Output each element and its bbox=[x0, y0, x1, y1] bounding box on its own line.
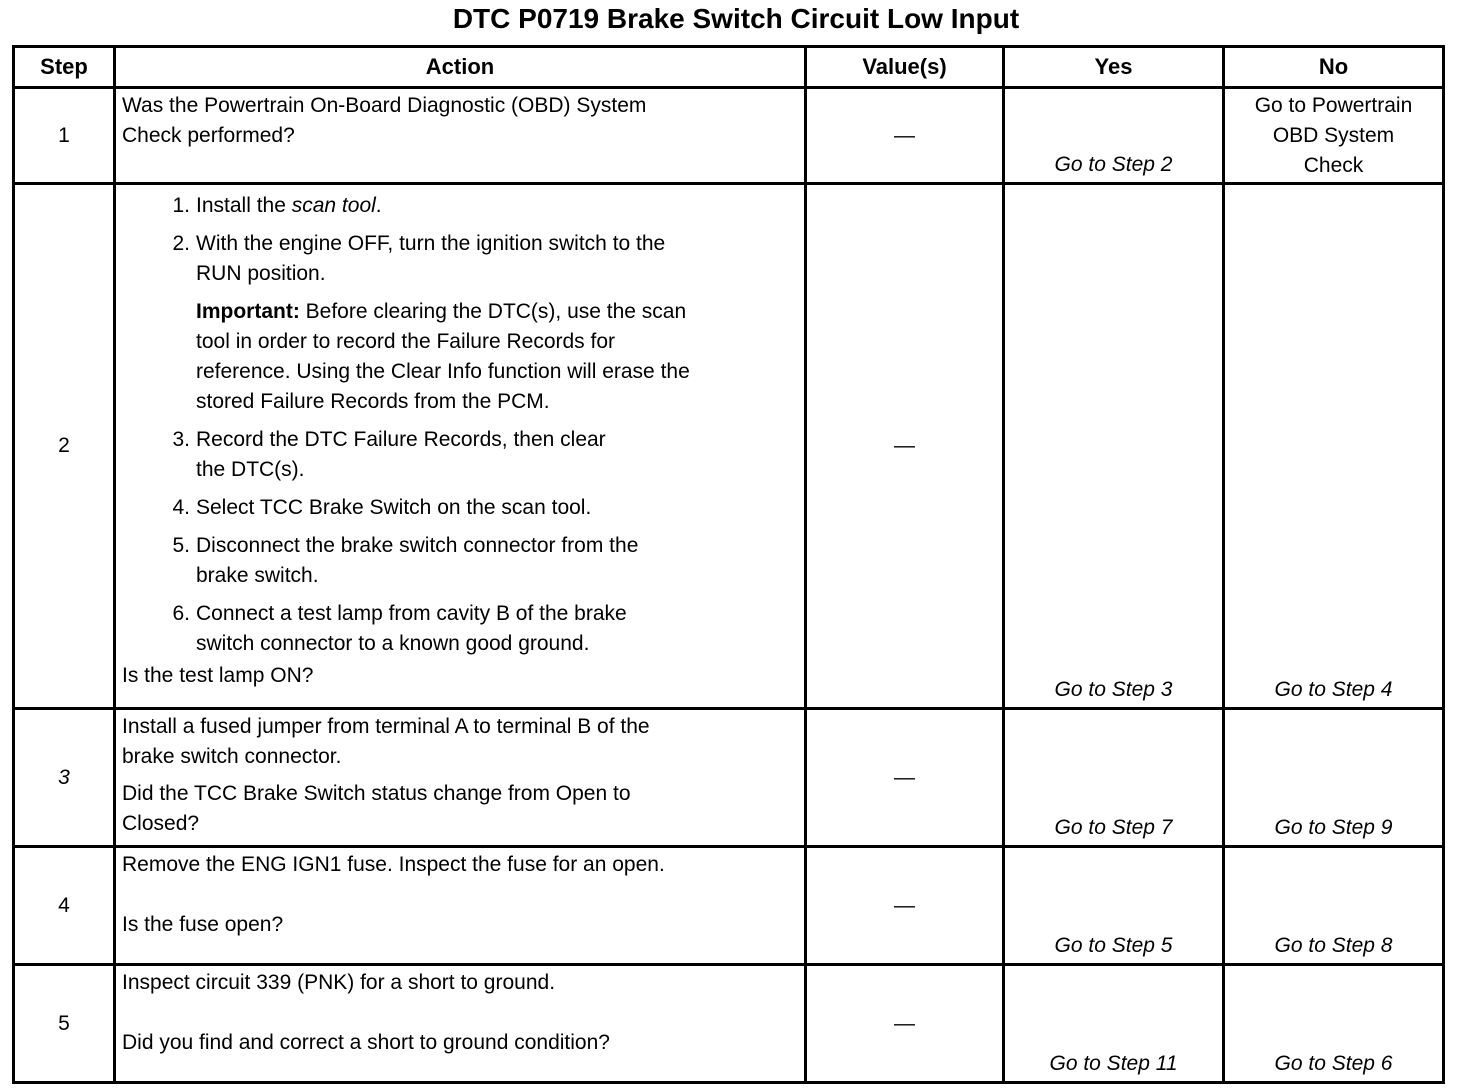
important-label: Important: bbox=[196, 300, 300, 323]
yes-cell: Go to Step 7 bbox=[1004, 709, 1224, 847]
action-cell bbox=[115, 184, 806, 709]
list-item: 2. With the engine OFF, turn the ignition switch to the RUN position. bbox=[172, 232, 666, 285]
procedure-list bbox=[122, 191, 798, 289]
action-cell: Inspect circuit 339 (PNK) for a short to ground. Did you find and correct a short to ground condition? bbox=[115, 965, 806, 1083]
no-cell: Go to Step 9 bbox=[1224, 709, 1444, 847]
header-step: Step bbox=[14, 47, 115, 88]
table-row bbox=[14, 965, 1444, 1083]
table-row bbox=[14, 88, 1444, 184]
value-cell: — bbox=[806, 709, 1004, 847]
page-title: DTC P0719 Brake Switch Circuit Low Input bbox=[452, 3, 1020, 34]
step-number: 4 bbox=[14, 847, 115, 965]
list-item: 4. Select TCC Brake Switch on the scan tool. bbox=[172, 496, 592, 519]
header-action: Action bbox=[115, 47, 806, 88]
action-cell: Install a fused jumper from terminal A to terminal B of the brake switch connector. Did the TCC Brake Switch status change from Open to Closed? bbox=[115, 709, 806, 847]
step-number: 2 bbox=[14, 184, 115, 709]
step-number: 5 bbox=[14, 965, 115, 1083]
action-text: Check performed? bbox=[122, 124, 295, 147]
action-cell bbox=[115, 88, 806, 184]
header-yes: Yes bbox=[1004, 47, 1224, 88]
step-number: 3 bbox=[14, 709, 115, 847]
no-text: OBD System bbox=[1272, 124, 1395, 147]
no-cell: Go to Step 4 bbox=[1224, 184, 1444, 709]
list-item: 6. Connect a test lamp from cavity B of the brake switch connector to a known good ground. bbox=[172, 602, 627, 655]
list-item: 1. Install the scan tool. bbox=[172, 194, 382, 217]
table-row bbox=[14, 709, 1444, 847]
value-cell: — bbox=[806, 88, 1004, 184]
value-cell: — bbox=[806, 184, 1004, 709]
table-row bbox=[14, 184, 1444, 709]
yes-cell: Go to Step 3 bbox=[1004, 184, 1224, 709]
yes-cell: Go to Step 11 bbox=[1004, 965, 1224, 1083]
value-cell: — bbox=[806, 847, 1004, 965]
action-text: Was the Powertrain On-Board Diagnostic (OBD) System bbox=[122, 94, 647, 117]
step-number: 1 bbox=[14, 88, 115, 184]
table-row bbox=[14, 847, 1444, 965]
question-text: Did you find and correct a short to ground condition? bbox=[122, 1031, 610, 1054]
scan-tool-term: scan tool bbox=[291, 194, 376, 217]
question-text: Closed? bbox=[122, 812, 200, 835]
header-no: No bbox=[1224, 47, 1444, 88]
diagnostic-table bbox=[12, 45, 1445, 1084]
no-text: Go to Powertrain bbox=[1254, 94, 1413, 117]
table-header-row bbox=[14, 47, 1444, 88]
no-cell: Go to Step 8 bbox=[1224, 847, 1444, 965]
action-cell: Remove the ENG IGN1 fuse. Inspect the fuse for an open. Is the fuse open? bbox=[115, 847, 806, 965]
important-note: Important: Before clearing the DTC(s), use the scan tool in order to record the Failure Records for reference. Using the Clear Info function will erase the stored Failure Records from the PCM. bbox=[196, 300, 690, 413]
procedure-list bbox=[122, 425, 798, 659]
no-text: Check bbox=[1303, 154, 1364, 177]
no-cell: Go to Step 6 bbox=[1224, 965, 1444, 1083]
no-cell bbox=[1224, 88, 1444, 184]
yes-cell: Go to Step 5 bbox=[1004, 847, 1224, 965]
value-cell: — bbox=[806, 965, 1004, 1083]
yes-cell: Go to Step 2 bbox=[1004, 88, 1224, 184]
list-item: 5. Disconnect the brake switch connector from the brake switch. bbox=[172, 534, 639, 587]
question-text: Is the test lamp ON? bbox=[122, 664, 314, 687]
header-values: Value(s) bbox=[806, 47, 1004, 88]
question-text: Did the TCC Brake Switch status change from Open to bbox=[122, 782, 631, 805]
question-text: Is the fuse open? bbox=[122, 913, 284, 936]
list-item: 3. Record the DTC Failure Records, then clear the DTC(s). bbox=[172, 428, 606, 481]
